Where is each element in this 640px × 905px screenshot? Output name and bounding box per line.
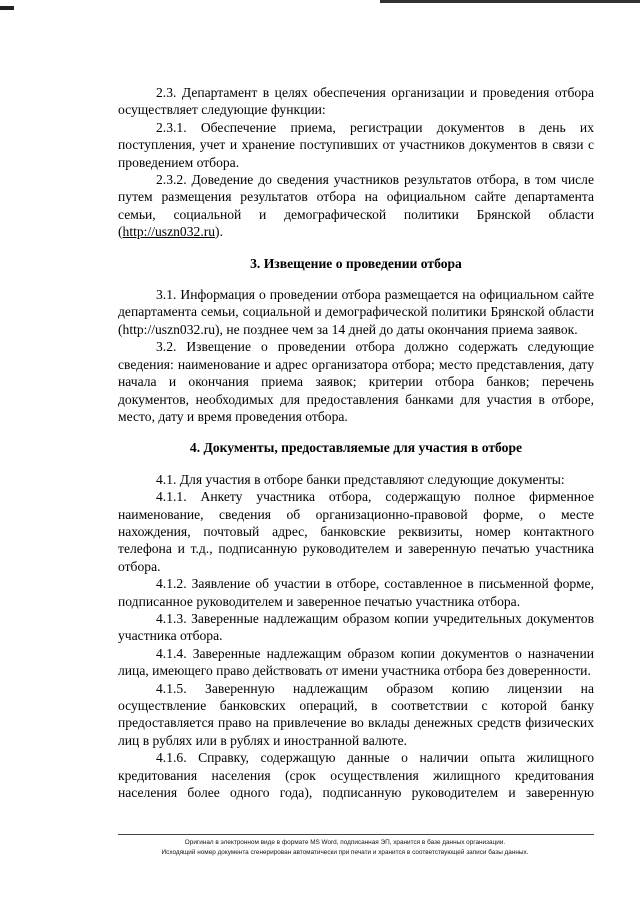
paragraph-3-2: 3.2. Извещение о проведении отбора должно содержать следующие сведения: наименование и адрес организатора отбора; место представления, дату начала и окончания приема заявок; критерии отбора банков; перечень документов, необходимых для предоставления банками для участия в отборе, место, дату и время проведения отбора. bbox=[118, 339, 594, 424]
paragraph-2-3-2-text: 2.3.2. Доведение до сведения участников результатов отбора, в том числе путем размещения результатов отбора на официальном сайте департамента семьи, социальной и демографической политики Брянской области ( bbox=[118, 172, 594, 240]
section-4-heading: 4. Документы, предоставляемые для участия в отборе bbox=[189, 440, 523, 456]
paragraph-2-3-2 bbox=[118, 171, 594, 241]
paragraph-4-1-4: 4.1.4. Заверенные надлежащим образом копии документов о назначении лица, имеющего право действовать от имени участника отбора без доверенности. bbox=[118, 645, 594, 679]
footer-line-2: Исходящий номер документа сгенерирован автоматически при печати и хранится в соответствующей записи базы данных. bbox=[161, 849, 529, 856]
paragraph-4-1: 4.1. Для участия в отборе банки представляют следующие документы: bbox=[156, 471, 565, 487]
uszn-site-link[interactable]: http://uszn032.ru bbox=[122, 224, 216, 240]
footer-divider bbox=[118, 834, 594, 835]
scan-edge-mark-top bbox=[380, 0, 640, 3]
paragraph-2-3: 2.3. Департамент в целях обеспечения организации и проведения отбора осуществляет следующие функции: bbox=[118, 85, 594, 118]
paragraph-4-1-5: 4.1.5. Заверенную надлежащим образом копию лицензии на осуществление банковских операций, в соответствии с которой банку предоставляется право на привлечение во вклады денежных средств физических лиц в рублях или в рублях и иностранной валюте. bbox=[118, 680, 594, 748]
paragraph-4-1-3: 4.1.3. Заверенные надлежащим образом копии учредительных документов участника отбора. bbox=[118, 610, 594, 644]
paragraph-4-1-1: 4.1.1. Анкету участника отбора, содержащую полное фирменное наименование, сведения об организационно-правовой форме, о месте нахождения, почтовый адрес, банковские реквизиты, номер контактного телефона и т.д., подписанную руководителем и заверенную печатью участника отбора. bbox=[118, 489, 594, 574]
scan-edge-mark-left bbox=[0, 6, 14, 10]
paragraph-3-1: 3.1. Информация о проведении отбора размещается на официальном сайте департамента семьи, социальной и демографической политики Брянской области (http://uszn032.ru), не позднее чем за 14 дней до даты окончания приема заявок. bbox=[118, 287, 594, 337]
document-page bbox=[118, 84, 594, 801]
paragraph-4-1-6: 4.1.6. Справку, содержащую данные о наличии опыта жилищного кредитования населения (срок осуществления жилищного кредитования населения более одного года), подписанную руководителем и заверенную bbox=[118, 750, 594, 801]
paragraph-2-3-2-end: ). bbox=[215, 224, 223, 240]
paragraph-4-1-2: 4.1.2. Заявление об участии в отборе, составленное в письменной форме, подписанное руководителем и заверенное печатью участника отбора. bbox=[118, 576, 594, 609]
section-3-heading: 3. Извещение о проведении отбора bbox=[250, 255, 462, 271]
document-footer bbox=[100, 838, 590, 858]
footer-line-1: Оригинал в электронном виде в формате MS Word, подписанная ЭП, хранится в базе данных организации. bbox=[184, 839, 506, 846]
paragraph-2-3-1: 2.3.1. Обеспечение приема, регистрации документов в день их поступления, учет и хранение поступивших от участников документов в связи с проведением отбора. bbox=[118, 119, 594, 170]
